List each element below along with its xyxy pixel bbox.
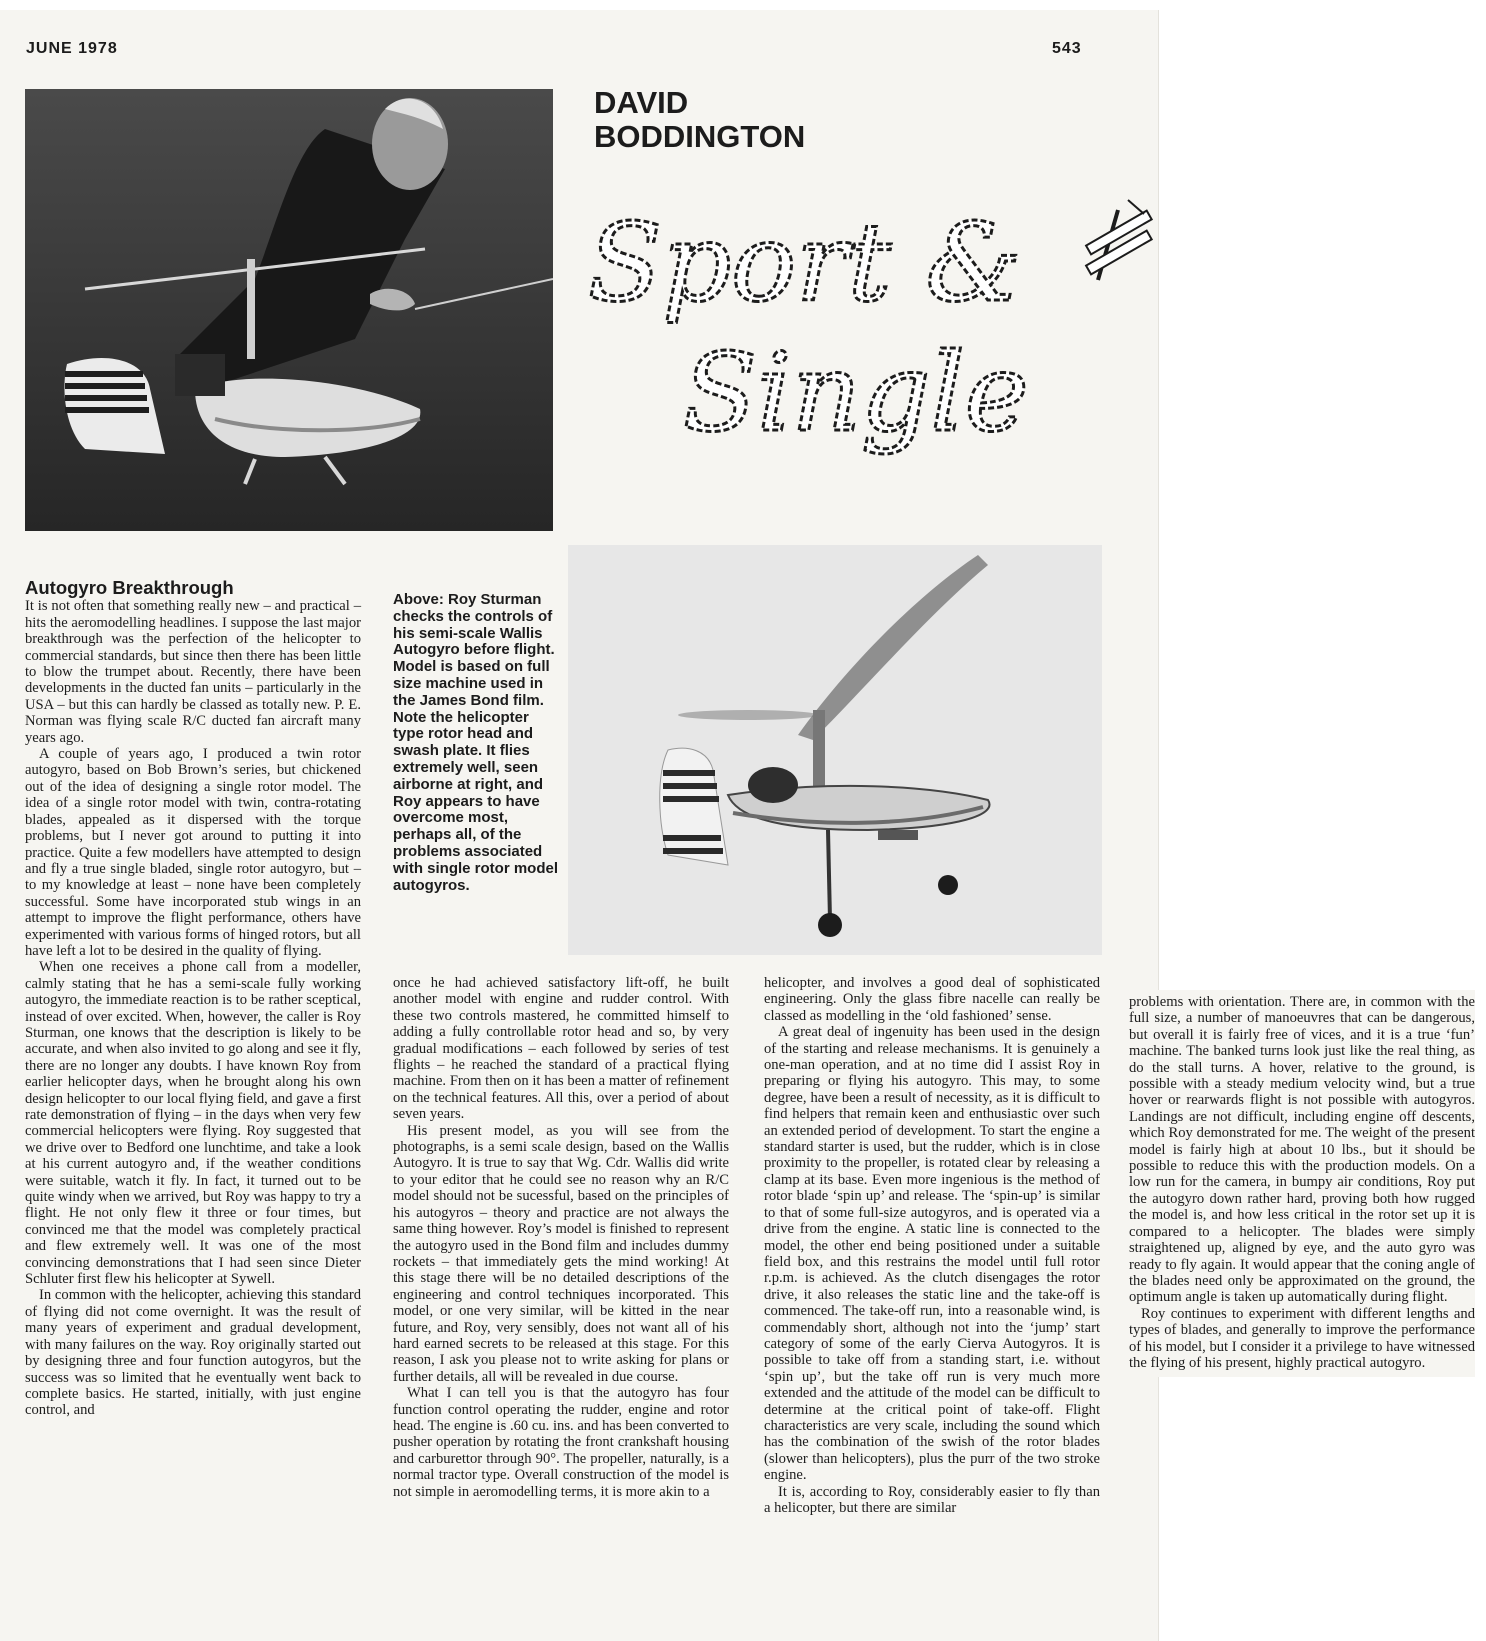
paragraph: When one receives a phone call from a modeller, calmly stating that he has a semi-scale fully working autogyro, the immediate reaction is to be rather sceptical, instead of over excited. When, however, the caller is Roy Sturman, one knows that the description is likely to be accurate, and when also invited to go along and see it fly, there are no longer any doubts. I have known Roy from earlier helicopter days, when he brought along his own design helicopter to our local flying field, and gave a first rate demonstration of flying – in the days when very few commercial helicopters were flying. Roy suggested that we drive over to Bedford one lunchtime, and take a look at his current autogyro and, if the weather conditions were suitable, watch it fly. In fact, it turned out to be quite windy when we arrived, but Roy was happy to try a flight. He not only flew it three or four times, but convinced me that the model was completely practical and flew extremely well. It was one of the most convincing demonstrations that I had seen since Dieter Schluter first flew his helicopter at Sywell. — [25, 959, 361, 1288]
paragraph: problems with orientation. There are, in common with the full size, a number of manoeuvres that can be dangerous, but overall it is fairly free of vices, and it is a true ‘fun’ machine. The banked turns look just like the real thing, as do the stall turns. A hover, relative to the ground, is possible with a steady medium velocity wind, but a true hover or rearwards flight is not possible with autogyros. Landings are not difficult, including engine off descents, which Roy demonstrated for me. The weight of the present model is fairly high at about 10 lbs., but it should be possible to reduce this with the production models. On a low run for the camera, in bumpy air conditions, Roy put the autogyro down rather hard, proving both how rugged the model is, and how less critical in the rotor set up it is compared to a helicopter. The blades were simply straightened up, aligned by eye, and the auto gyro was ready to fly again. It would appear that the coning angle of the blades need only be approximated on the ground, the optimum angle is taken up automatically during flight. — [1129, 994, 1475, 1306]
photo-autogyro-airborne — [568, 545, 1102, 955]
biplane-icon — [1086, 200, 1152, 280]
paragraph: Roy continues to experiment with different lengths and types of blades, and generally to improve the performance of his model, but I consider it a privilege to have witnessed the flying of his present, highly practical autogyro. — [1129, 1305, 1475, 1371]
paragraph: His present model, as you will see from the photographs, is a semi scale design, based on the Wallis Autogyro. It is true to say that Wg. Cdr. Wallis did write to your editor that he could see no reason why an R/C model should not be sucessful, based on the principles of his autogyros – theory and practice are not always the same thing however. Roy’s model is finished to represent the autogyro used in the Bond film and includes dummy rockets – that immediately gets the mind working! At this stage there will be no detailed descriptions of the engineering and control techniques incorporated. This model, or one very similar, will be kitted in the near future, and Roy, very sensibly, does not want all of his hard earned secrets to be released at this stage. For this reason, I ask you please not to write asking for plans or further details, all will be revealed in due course. — [393, 1122, 729, 1385]
article-column-1 — [25, 577, 361, 1419]
paragraph: In common with the helicopter, achieving this standard of flying did not come overnight. It was the result of many years of experiment and gradual development, with many failures on the way. Roy originally started out by designing three and four function autogyros, but the success was so limited that he eventually went back to complete basics. He started, initially, with just engine control, and — [25, 1287, 361, 1419]
page-number: 543 — [1052, 40, 1082, 57]
sport-and-single-logo — [568, 190, 1160, 510]
photo-grass-scene — [25, 89, 553, 531]
author-byline — [594, 86, 805, 154]
article-column-4 — [1129, 990, 1475, 1377]
photo-caption: Above: Roy Sturman checks the controls of his semi-scale Wallis Autogyro before flight. Model is based on full size machine used in the James Bond film. Note the helicopter type rotor head and swash plate. It flies extremely well, seen airborne at right, and Roy appears to have overcome most, perhaps all, of the problems associated with single rotor model autogyros. — [393, 591, 559, 894]
logo-sport: Sport & — [588, 201, 1022, 326]
author-first-name: DAVID — [594, 85, 689, 120]
issue-date: JUNE 1978 — [26, 40, 118, 57]
article-column-3 — [764, 975, 1100, 1516]
logo-single: Single — [683, 331, 1029, 456]
paragraph: It is not often that something really new – and practical – hits the aeromodelling headlines. I suppose the last major breakthrough was the perfection of the helicopter to commercial standards, but since then there has been little to blow the trumpet about. Recently, there have been developments in the ducted fan units – particularly in the USA – but this can hardly be classed as totally new. P. E. Norman was flying scale R/C ducted fan aircraft many years ago. — [25, 598, 361, 746]
paragraph: once he had achieved satisfactory lift-off, he built another model with engine and rudder control. With these two controls mastered, he committed himself to adding a fully controllable rotor head and so, by very gradual modifications – each followed by series of test flights – he reached the standard of a practical flying machine. From then on it has been a matter of refinement on the technical features. All this, over a period of about seven years. — [393, 975, 729, 1123]
paragraph: It is, according to Roy, considerably easier to fly than a helicopter, but there are similar — [764, 1483, 1100, 1516]
author-last-name: BODDINGTON — [594, 119, 806, 154]
paragraph: helicopter, and involves a good deal of sophisticated engineering. Only the glass fibre nacelle can really be classed as modelling in the ‘old fashioned’ sense. — [764, 975, 1100, 1024]
paragraph: A great deal of ingenuity has been used in the design of the starting and release mechanisms. It is genuinely a one-man operation, and at no time did I assist Roy in preparing or flying his autogyro. This may, to some degree, have been a result of necessity, as it is difficult to find helpers that remain keen and enthusiastic over such an extended period of development. To start the engine a standard starter is used, but the rudder, which is in close proximity to the propeller, is rotated clear by releasing a clamp at its base. Even more ingenious is the method of rotor blade ‘spin up’ and release. The ‘spin-up’ is similar to that of some full-size autogyros, and is operated via a drive from the engine. A static line is connected to the model, the other end being positioned under a suitable field box, and this restrains the model until full rotor r.p.m. is achieved. As the clutch disengages the rotor drive, it also releases the static line and the take-off is commenced. The take-off run, into a reasonable wind, is commendably short, although not into the ‘jump’ start category of some of the early Cierva Autogyros. It is possible to take off from a standing start, i.e. without ‘spin up’, but the take off run is very much more extended and the attitude of the model can be difficult to determine at the critical point of take-off. Flight characteristics are very scale, including the sound which has the combination of the swish of the rotor blades (slower than helicopters), plus the purr of the two stroke engine. — [764, 1024, 1100, 1484]
article-heading: Autogyro Breakthrough — [25, 577, 234, 598]
photo-roy-sturman-with-autogyro — [25, 89, 553, 531]
paragraph: What I can tell you is that the autogyro has four function control operating the rudder, engine and rotor head. The engine is .60 cu. ins. and has been converted to pusher operation by rotating the front crankshaft housing and carburettor through 90°. The propeller, naturally, is a normal tractor type. Overall construction of the model is not simple in aeromodelling terms, it is more akin to a — [393, 1385, 729, 1500]
paragraph: A couple of years ago, I produced a twin rotor autogyro, based on Bob Brown’s series, but chickened out of the idea of designing a single rotor model. The idea of a single rotor model with twin, contra-rotating blades, appealed as it dispersed with the torque problems, but I never got around to putting it into practice. Quite a few modellers have attempted to design and fly a true single bladed, single rotor autogyro, but – to my knowledge at least – none have been completely successful. Some have incorporated stub wings in an attempt to improve the flight performance, others have experimented with various forms of hinged rotors, but all have left a lot to be desired in the quality of flying. — [25, 746, 361, 959]
article-column-2 — [393, 975, 729, 1500]
sport-and-single-lettering — [568, 190, 1160, 510]
photo-flight-scene — [568, 545, 1102, 955]
